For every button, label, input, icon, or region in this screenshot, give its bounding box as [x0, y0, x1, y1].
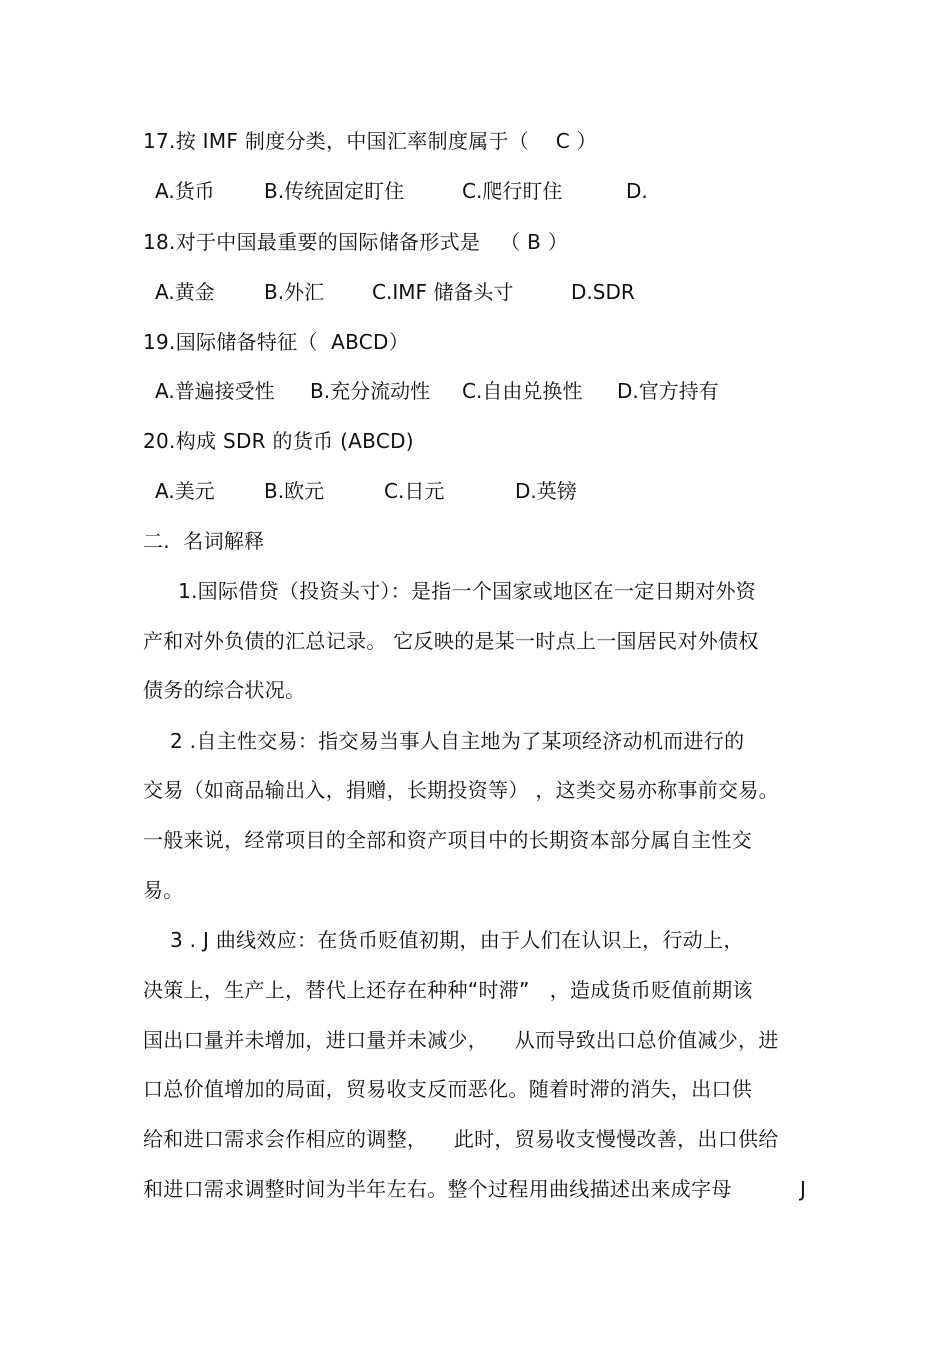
question-17-stem: 17.按 IMF 制度分类，中国汇率制度属于（ C ） — [143, 129, 597, 153]
term-3-line-4: 口总价值增加的局面，贸易收支反而恶化。随着时滞的消失，出口供 — [143, 1077, 752, 1101]
term-2-line-1: 2 .自主性交易：指交易当事人自主地为了某项经济动机而进行的 — [170, 729, 745, 753]
term-2-line-2: 交易（如商品输出入，捐赠，长期投资等） ，这类交易亦称事前交易。 — [143, 778, 779, 802]
question-17-option-d: D. — [626, 179, 648, 203]
term-1-line-1: 1.国际借贷（投资头寸）：是指一个国家或地区在一定日期对外资 — [178, 579, 757, 603]
term-3-line-1: 3 . J 曲线效应：在货币贬值初期，由于人们在认识上，行动上， — [170, 928, 744, 952]
term-1-line-2: 产和对外负债的汇总记录。 它反映的是某一时点上一国居民对外债权 — [143, 629, 759, 653]
term-3-line-6: 和进口需求调整时间为半年左右。整个过程用曲线描述出来成字母 — [143, 1177, 732, 1201]
question-19-stem: 19.国际储备特征（ ABCD） — [143, 330, 410, 354]
question-20-option-d: D.英镑 — [515, 479, 577, 503]
question-19-option-a: A.普遍接受性 — [155, 379, 275, 403]
question-19-option-c: C.自由兑换性 — [462, 379, 583, 403]
question-18-option-a: A.黄金 — [155, 280, 215, 304]
question-20-option-a: A.美元 — [155, 479, 215, 503]
question-17-option-c: C.爬行盯住 — [462, 179, 563, 203]
question-19-option-b: B.充分流动性 — [310, 379, 431, 403]
term-2-line-4: 易。 — [143, 878, 184, 902]
term-3-tail-letter: J — [800, 1177, 807, 1201]
question-20-option-b: B.欧元 — [264, 479, 325, 503]
question-17-option-b: B.传统固定盯住 — [264, 179, 405, 203]
term-3-line-2: 决策上，生产上，替代上还存在种种“时滞” ，造成货币贬值前期该 — [143, 978, 753, 1002]
question-20-option-c: C.日元 — [384, 479, 445, 503]
section-heading: 二. 名词解释 — [143, 529, 265, 553]
term-3-line-5: 给和进口需求会作相应的调整， 此时，贸易收支慢慢改善，出口供给 — [143, 1127, 779, 1151]
question-20-stem: 20.构成 SDR 的货币 (ABCD) — [143, 429, 414, 453]
term-2-line-3: 一般来说，经常项目的全部和资产项目中的长期资本部分属自主性交 — [143, 828, 752, 852]
question-18-option-d: D.SDR — [571, 280, 635, 304]
question-18-option-b: B.外汇 — [264, 280, 325, 304]
term-3-line-3: 国出口量并未增加，进口量并未减少， 从而导致出口总价值减少，进 — [143, 1028, 779, 1052]
question-19-option-d: D.官方持有 — [617, 379, 719, 403]
term-1-line-3: 债务的综合状况。 — [143, 678, 306, 702]
question-18-option-c: C.IMF 储备头寸 — [372, 280, 514, 304]
question-18-stem: 18.对于中国最重要的国际储备形式是 （ B ） — [143, 230, 569, 254]
question-17-option-a: A.货币 — [155, 179, 215, 203]
